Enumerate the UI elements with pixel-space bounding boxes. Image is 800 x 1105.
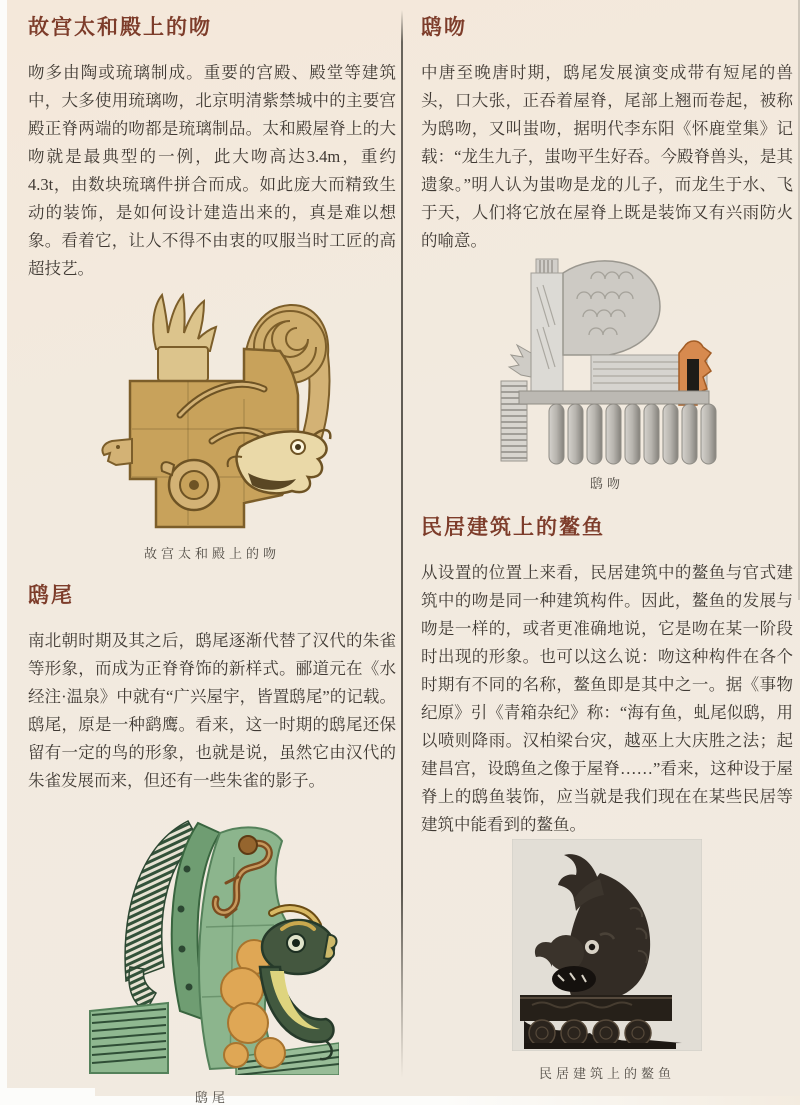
ridge-block — [90, 1003, 168, 1073]
eave-band — [519, 391, 709, 404]
figure-caption-chiwei: 鸱尾 — [194, 1090, 229, 1105]
figure-chiwen-drawing — [421, 257, 793, 492]
taihe-hall-dragon-ornament-illustration — [92, 289, 332, 531]
figure-chiwei — [28, 817, 396, 1105]
figure-taihe-ornament — [28, 289, 396, 562]
scan-edge-left — [0, 0, 7, 1105]
left-column — [28, 14, 396, 1105]
chiwen-roof-ridge-drawing-illustration — [491, 257, 723, 465]
side-dragon-head — [102, 439, 132, 465]
ornament-crown — [153, 295, 216, 381]
green-chiwei-ornament-illustration — [86, 817, 339, 1075]
right-column — [421, 14, 793, 1082]
aoyu-ornament-photo-illustration — [512, 839, 702, 1051]
figure-caption-aoyu: 民居建筑上的鳌鱼 — [538, 1066, 675, 1081]
paragraph-taihe-wen: 吻多由陶或琉璃制成。重要的宫殿、殿堂等建筑中，大多使用琉璃吻，北京明清紫禁城中的主要宫殿正脊两端的吻都是琉璃制品。太和殿屋脊上的大吻就是最典型的一例，此大吻高达3.4m，重约4.3t，由数块琉璃件拼合而成。如此庞大而精致生动的装饰，是如何设计建造出来的，真是难以想象。看着它，让人不得不由衷的叹服当时工匠的高超技艺。 — [28, 63, 396, 278]
section-heading-taihe-wen: 故宫太和殿上的吻 — [28, 16, 212, 39]
column-divider — [401, 10, 403, 1078]
figure-caption-chiwen: 鸱吻 — [589, 476, 624, 491]
fluted-tiles — [549, 404, 716, 464]
section-heading-chiwei: 鸱尾 — [28, 584, 74, 607]
section-heading-chiwen: 鸱吻 — [421, 16, 467, 39]
post-wing — [509, 345, 531, 377]
paragraph-chiwei: 南北朝时期及其之后，鸱尾逐渐代替了汉代的朱雀等形象，而成为正脊脊饰的新样式。郦道元在《水经注·温泉》中就有“广兴屋宇，皆置鸱尾”的记载。鸱尾，原是一种鹞鹰。看来，这一时期的鸱尾还保留有一定的鸟的形象，也就是说，虽然它由汉代的朱雀发展而来，但还有一些朱雀的影子。 — [28, 631, 396, 790]
paragraph-chiwen: 中唐至晚唐时期，鸱尾发展演变成带有短尾的兽头，口大张，正吞着屋脊，尾部上翘而卷起，被称为鸱吻，又叫蚩吻，据明代李东阳《怀鹿堂集》记载：“龙生九子，蚩吻平生好吞。今殿脊兽头，是其遗象。”明人认为蚩吻是龙的儿子，而龙生于水、飞于天，人们将它放在屋脊上既是装饰又有兴雨防火的喻意。 — [421, 63, 793, 250]
paragraph-aoyu: 从设置的位置上来看，民居建筑中的鳌鱼与官式建筑中的吻是同一种建筑构件。因此，鳌鱼的发展与吻是一样的，或者更准确地说，它是吻在某一阶段时出现的形象。也可以这么说：吻这种构件在各个时期有不同的名称，鳌鱼即是其中之一。据《事物纪原》引《青箱杂纪》称：“海有鱼，虬尾似鸱，用以喷则降雨。汉柏梁台灾，越巫上大庆胜之法；起建昌宫，设鸱鱼之像于屋脊……”看来，这种设于屋脊上的鸱鱼装饰，应当就是我们现在在某些民居等建筑中能看到的鳌鱼。 — [421, 563, 793, 834]
beast-curl — [563, 261, 660, 355]
section-heading-aoyu: 民居建筑上的鳌鱼 — [421, 516, 605, 539]
figure-caption-taihe: 故宫太和殿上的吻 — [143, 546, 280, 561]
figure-aoyu-photo — [421, 839, 793, 1082]
